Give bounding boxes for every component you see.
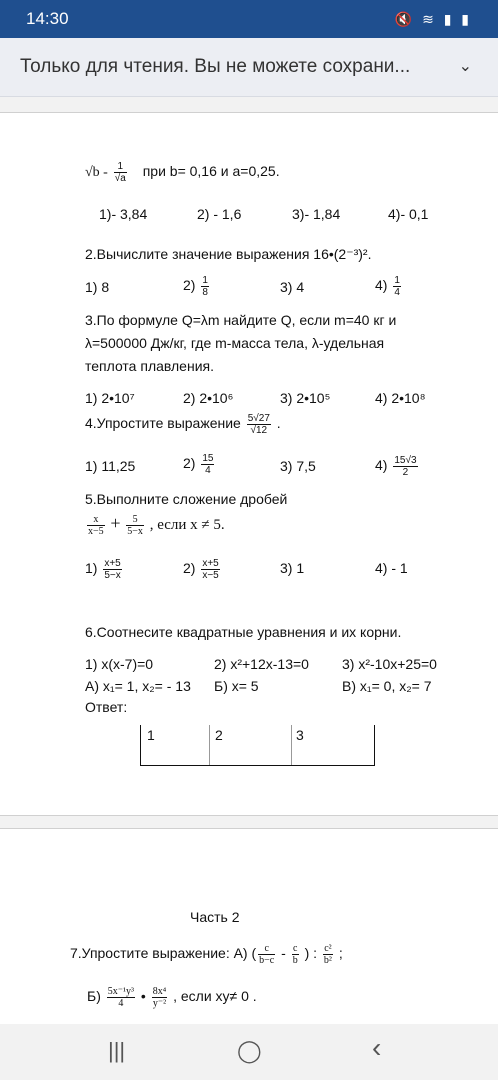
q7-a-f3-num: c² [324,943,332,954]
q5-expression [85,513,225,537]
q7-b-fraction-2 [152,986,168,1009]
q4-opt4-fraction [393,455,417,478]
part2-title: Часть 2 [190,909,240,925]
q2-opt4-fraction [393,275,401,298]
q5-option-3: 3) 1 [280,560,305,576]
chevron-down-icon[interactable]: ⌄ [458,58,472,75]
banner-text: Только для чтения. Вы не можете сохрани... [20,56,411,77]
q3-line-3: теплота плавления. [85,358,214,374]
q7-b-f1-num: 5x⁻¹y³ [107,986,135,997]
read-only-banner[interactable] [0,38,498,97]
q6-equation-3: 3) x²-10x+25=0 [342,656,437,672]
answer-table-header-1: 1 [147,727,155,743]
q3-option-1: 1) 2•10⁷ [85,390,135,406]
back-icon[interactable]: ‹ [372,1032,382,1063]
q1-option-1: 1)- 3,84 [99,206,148,222]
q7-a-fraction-2 [292,943,299,966]
q3-option-3: 3) 2•10⁵ [280,390,331,406]
q4-opt2-prefix: 2) [183,455,196,472]
q2-option-4 [375,275,403,298]
q6-root-v: В) x₁= 0, x₂= 7 [342,678,432,694]
document-page-2 [0,828,498,1026]
q1-option-3: 3)- 1,84 [292,206,341,222]
q7-a-f1-num: c [258,943,275,955]
q5-opt1-prefix: 1) [85,560,98,577]
status-icons: 🔇 ≋ ▮ ▮ [394,11,472,27]
q4-opt4-den: 2 [402,467,409,478]
q6-text: 6.Соотнесите квадратные уравнения и их корни. [85,624,402,640]
q4-opt2-den: 4 [205,465,211,476]
q4-option-4 [375,455,420,478]
q5-option-4: 4) - 1 [375,560,408,576]
q5-opt1-fraction [103,558,121,581]
q6-root-b: Б) x= 5 [214,678,259,694]
q7-a-minus: - [281,945,286,962]
q5-opt2-den: x−5 [202,570,219,581]
q5-opt1-den: 5−x [104,570,121,581]
q2-opt2-den: 8 [202,287,208,298]
q2-opt4-den: 4 [394,287,400,298]
q7-a-f2-num: c [292,943,298,954]
q4-expression [247,413,271,436]
q4-opt4-num: 15√3 [394,455,417,466]
q5-opt2-fraction [201,558,219,581]
q1-option-4: 4)- 0,1 [388,206,429,222]
q1-sqrt-b: √b - [85,165,108,181]
q6-equation-1: 1) x(x-7)=0 [85,656,154,672]
q4-opt2-num: 15 [202,453,214,464]
q5-opt1-num: x+5 [104,558,121,569]
q7-b [87,986,257,1009]
q4-prompt [85,413,281,436]
q7-a [70,943,343,966]
q6-root-a: А) x₁= 1, x₂= - 13 [85,678,191,694]
recent-apps-icon[interactable]: ||| [108,1038,126,1063]
q5-fraction-1 [87,514,105,537]
q1-fraction [114,161,127,184]
q7-b-f2-den: y⁻² [152,998,167,1009]
q7-a-end: ; [338,945,343,962]
q5-condition: , если x ≠ 5. [149,517,225,533]
home-icon[interactable]: ◯ [237,1038,262,1063]
q1-frac-num: 1 [114,161,127,173]
q4-opt2-fraction [201,453,214,476]
q4-dot: . [276,415,281,432]
q5-plus: + [110,513,121,533]
q7-a-colon: ) : [304,945,318,962]
q5-option-1 [85,558,124,581]
answer-table-header-2: 2 [215,727,223,743]
q5-text: 5.Выполните сложение дробей [85,491,288,507]
q3-line-1: 3.По формуле Q=λm найдите Q, если m=40 кг и [85,312,397,328]
q1-frac-den: √a [114,173,126,184]
q1-option-2: 2) - 1,6 [197,206,242,222]
q7-a-f3-den: b² [323,955,332,966]
q5-opt2-num: x+5 [202,558,219,569]
q2-opt2-prefix: 2) [183,277,196,294]
q1-expression [85,161,280,184]
q2-opt2-fraction [201,275,209,298]
q7-a-f1-den: b−c [259,955,275,966]
answer-table-divider [209,725,210,765]
q2-opt4-prefix: 4) [375,277,388,294]
q3-option-2: 2) 2•10⁶ [183,390,234,406]
android-nav-bar [0,1024,498,1080]
q2-text: 2.Вычислите значение выражения 16•(2⁻³)². [85,246,372,262]
q2-option-1: 1) 8 [85,279,110,295]
q5-f2-num: 5 [126,514,144,526]
q4-option-1: 1) 11,25 [85,458,136,474]
q7-a-fraction-1 [258,943,275,966]
q2-opt2-num: 1 [202,275,208,286]
q7-prefix: 7.Упростите выражение: А) ( [70,945,257,962]
status-time: 14:30 [26,9,69,28]
q4-expr-den: √12 [250,425,268,436]
q2-option-3: 3) 4 [280,279,305,295]
q6-equation-2: 2) x²+12x-13=0 [214,656,309,672]
answer-table-header-3: 3 [296,727,304,743]
answer-table [140,725,375,766]
q7-a-fraction-3 [323,943,333,966]
q2-opt4-num: 1 [394,275,400,286]
q5-option-2 [183,558,222,581]
q6-answer-label: Ответ: [85,699,128,715]
q5-f1-num: x [87,514,105,526]
status-bar [0,0,498,38]
q5-f1-den: x−5 [88,526,104,538]
q7-a-f2-den: b [292,955,298,966]
q3-option-4: 4) 2•10⁸ [375,390,426,406]
q4-expr-num: 5√27 [247,413,270,424]
q2-option-2 [183,275,211,298]
q4-text: 4.Упростите выражение [85,415,241,432]
document-page-1 [0,112,498,816]
q5-opt2-prefix: 2) [183,560,196,577]
q5-fraction-2 [126,514,144,537]
q3-line-2: λ=500000 Дж/кг, где m-масса тела, λ-удельная [85,335,385,351]
q7-b-f2-num: 8x⁴ [152,986,167,997]
q1-condition: при b= 0,16 и a=0,25. [142,163,280,180]
q7-b-condition: , если xy≠ 0 . [173,988,257,1005]
q4-option-3: 3) 7,5 [280,458,316,474]
q7-b-dot: • [140,988,146,1005]
q7-b-prefix: Б) [87,988,101,1005]
q7-b-fraction-1 [107,986,135,1009]
q4-opt4-prefix: 4) [375,457,388,474]
q4-option-2 [183,453,216,476]
q7-b-f1-den: 4 [118,998,124,1009]
q5-f2-den: 5−x [127,526,143,538]
answer-table-divider [291,725,292,765]
